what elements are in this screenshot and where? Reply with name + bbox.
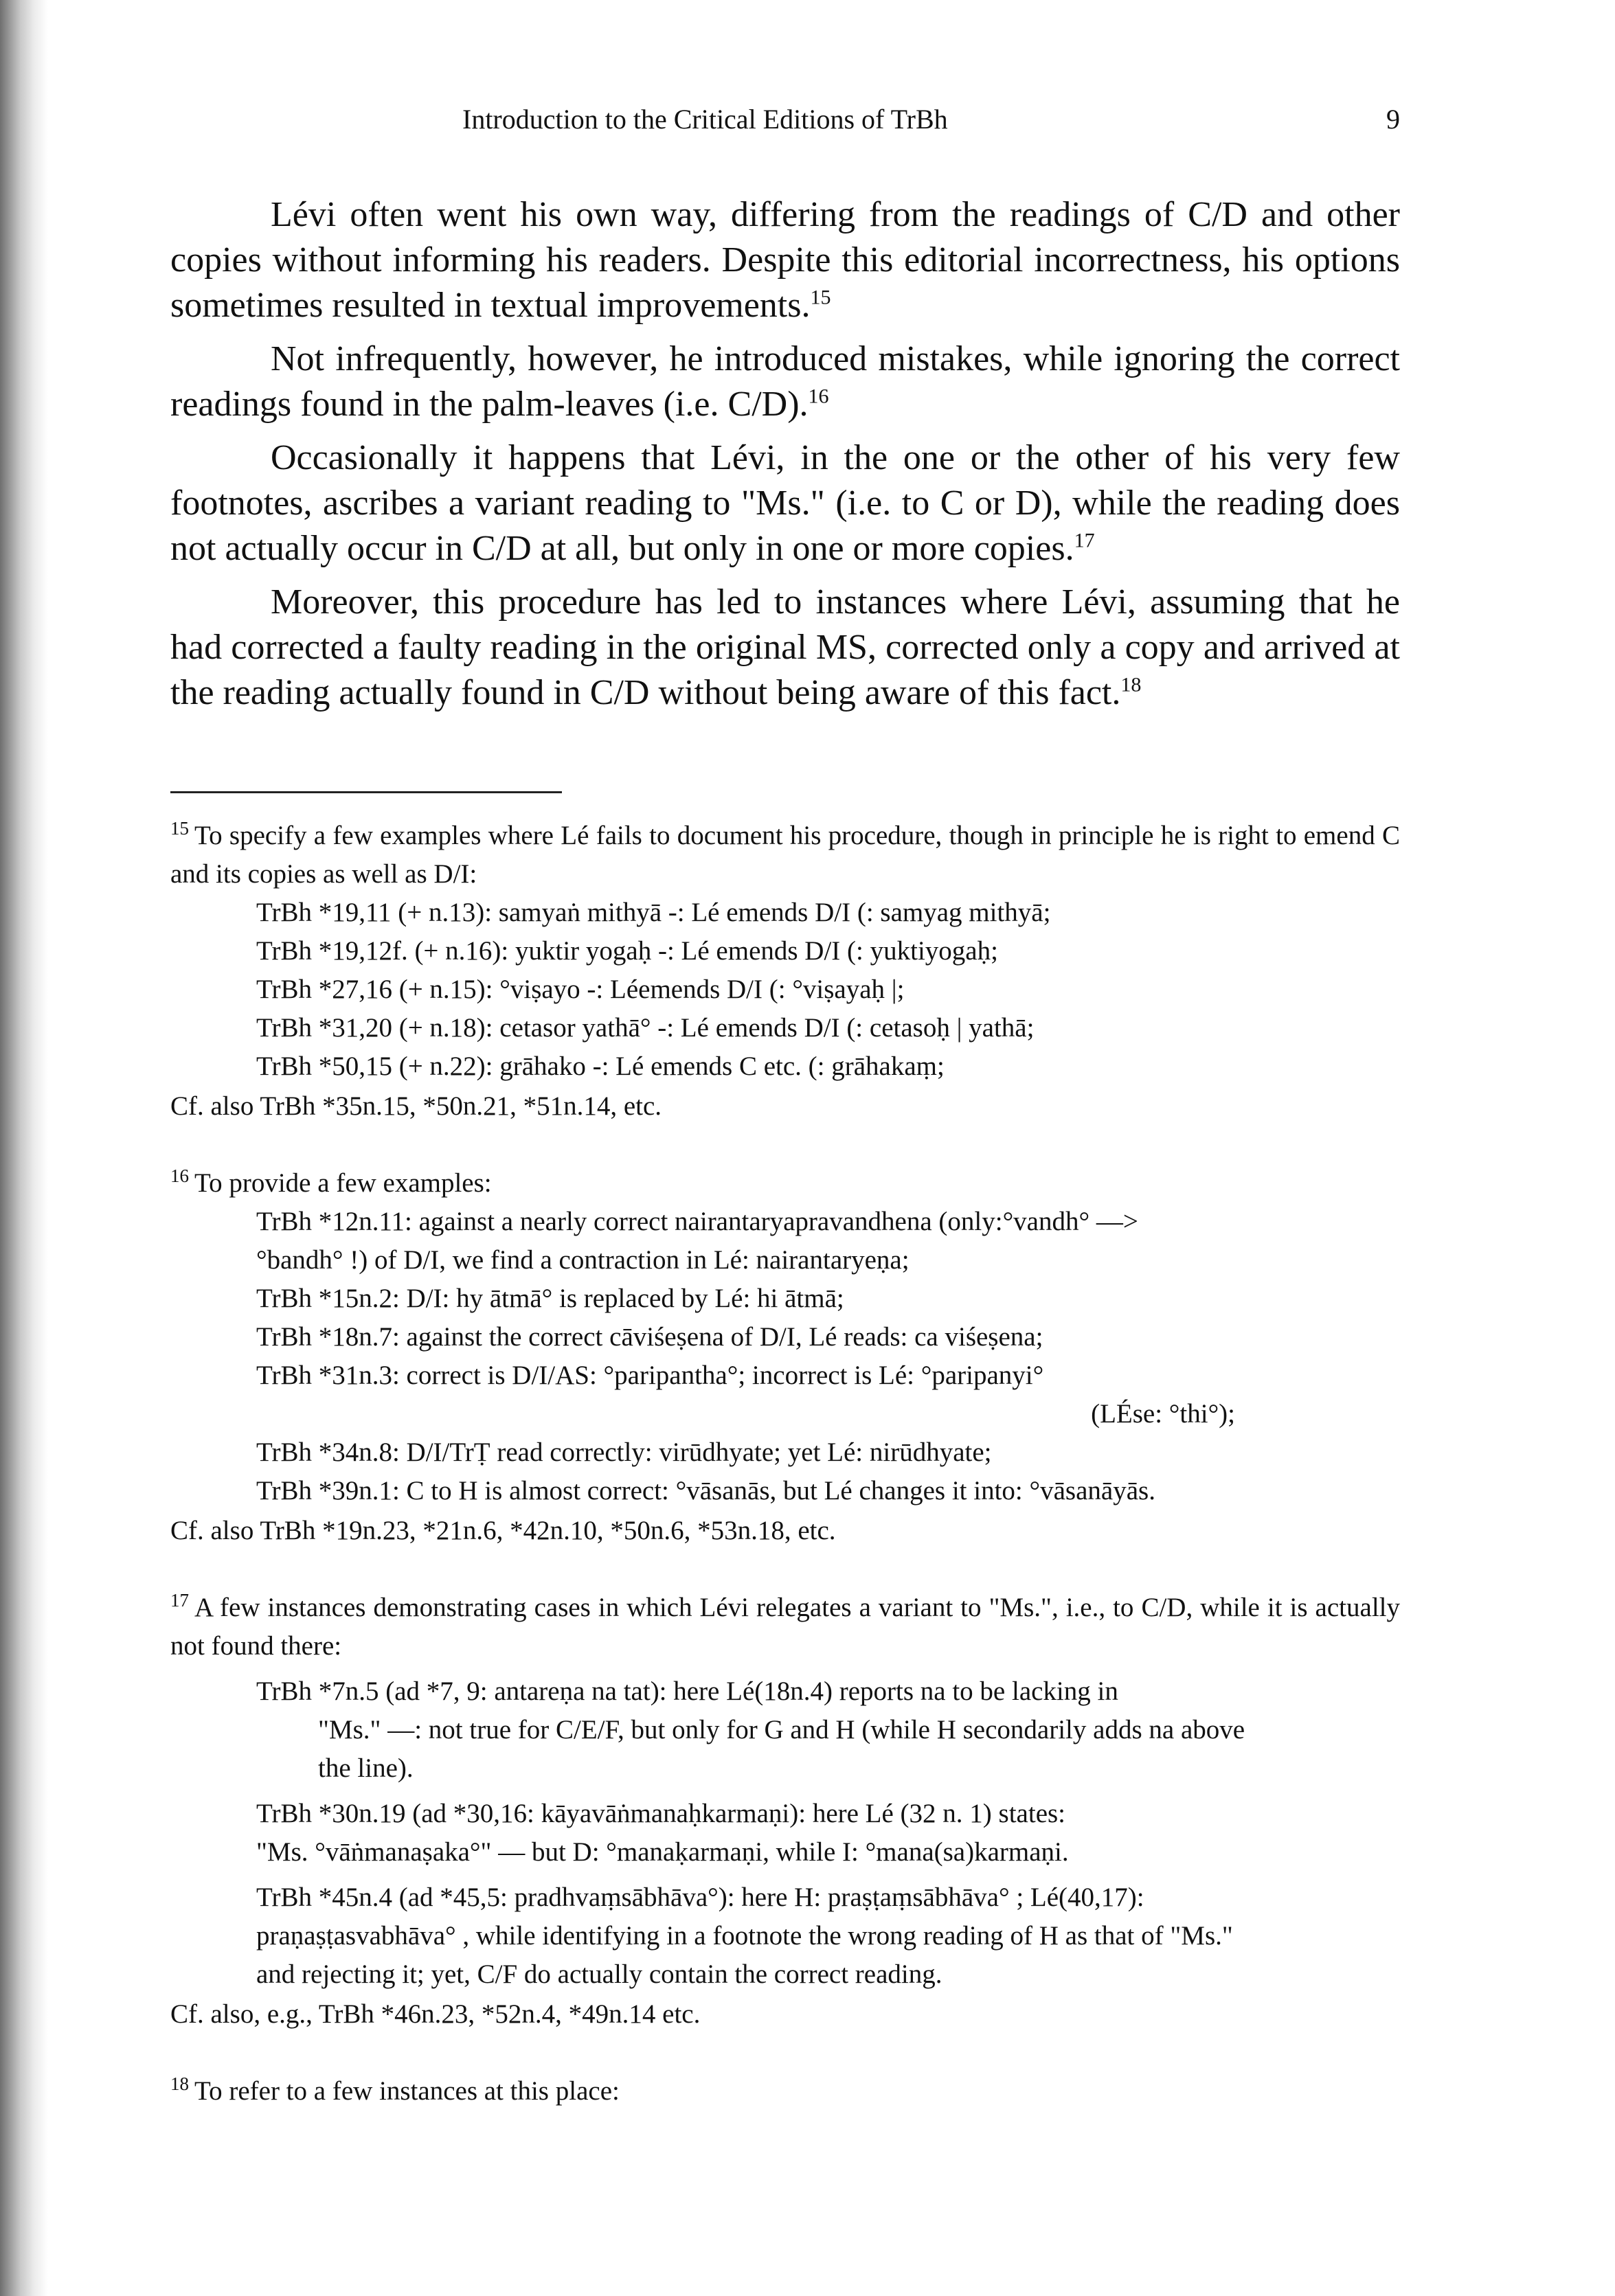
page bbox=[170, 103, 1400, 2149]
footnote-line: TrBh *31n.3: correct is D/I/AS: °paripantha°; incorrect is Lé: °paripanyi° bbox=[256, 1361, 1044, 1390]
footnote-line: TrBh *19,11 (+ n.13): samyaṅ mithyā -: Lé emends D/I (: samyag mithyā; bbox=[256, 898, 1051, 927]
footnote-16 bbox=[170, 1164, 1400, 1550]
body-text bbox=[170, 192, 1400, 716]
binding-edge bbox=[0, 0, 48, 2296]
footnote-line: TrBh *19,12f. (+ n.16): yuktir yogaḥ -: Lé emends D/I (: yuktiyogaḥ; bbox=[256, 936, 998, 966]
footnote-17 bbox=[170, 1589, 1400, 2034]
footnote-cf: Cf. also TrBh *35n.15, *50n.21, *51n.14, etc. bbox=[170, 1091, 662, 1121]
footnote-number: 16 bbox=[170, 1166, 189, 1186]
footnote-line: TrBh *34n.8: D/I/TrṬ read correctly: virūdhyate; yet Lé: nirūdhyate; bbox=[256, 1437, 992, 1467]
footnote-text: A few instances demonstrating cases in which Lévi relegates a variant to "Ms.", i.e., to C/D, while it is actually not found there: bbox=[170, 1593, 1400, 1661]
footnote-divider bbox=[170, 791, 562, 793]
footnote-text: To refer to a few instances at this place: bbox=[194, 2076, 620, 2106]
footnote-line: TrBh *45n.4 (ad *45,5: pradhvaṃsābhāva°): here H: praṣṭaṃsābhāva° ; Lé(40,17): praṇaṣṭasvabhāva° , while identifying in a footnote the wrong reading of H as that of "Ms." and rejecting it; yet, C/F do actually contain the correct reading. bbox=[256, 1883, 1233, 1989]
footnote-line: TrBh *27,16 (+ n.15): °viṣayo -: Léemends D/I (: °viṣayaḥ |; bbox=[256, 975, 905, 1004]
footnote-15 bbox=[170, 817, 1400, 1126]
footnote-ref-15: 15 bbox=[810, 286, 831, 309]
footnote-18 bbox=[170, 2072, 1400, 2111]
footnote-item bbox=[170, 1878, 1400, 1994]
footnote-intro bbox=[170, 817, 1400, 894]
footnote-ref-17: 17 bbox=[1074, 529, 1095, 552]
footnote-line: TrBh *30n.19 (ad *30,16: kāyavāṅmanaḥkarmaṇi): here Lé (32 n. 1) states: bbox=[256, 1799, 1066, 1828]
footnote-number: 18 bbox=[170, 2073, 189, 2094]
footnote-item bbox=[170, 1672, 1400, 1788]
footnote-cf: Cf. also TrBh *19n.23, *21n.6, *42n.10, *50n.6, *53n.18, etc. bbox=[170, 1516, 836, 1545]
footnote-item bbox=[170, 1795, 1400, 1872]
footnote-line: °bandh° !) of D/I, we find a contraction in Lé: nairantaryeṇa; bbox=[256, 1245, 910, 1275]
footnote-text: To provide a few examples: bbox=[194, 1168, 492, 1198]
footnote-ref-16: 16 bbox=[808, 385, 829, 408]
footnote-number: 17 bbox=[170, 1590, 189, 1611]
paragraph-text: Occasionally it happens that Lévi, in the one or the other of his very few footnotes, ascribes a variant reading to "Ms." (i.e. to C or D), while the reading does not actually occur in C/D at all, but only in one or more copies. bbox=[170, 438, 1400, 568]
footnote-line: "Ms. °vāṅmanaṣaka°" — but D: °manaḳarmaṇi, while I: °mana(sa)karmaṇi. bbox=[256, 1837, 1069, 1867]
footnote-line: TrBh *7n.5 (ad *7, 9: antareṇa na tat): here Lé(18n.4) reports na to be lacking in bbox=[256, 1676, 1118, 1706]
footnote-line: TrBh *31,20 (+ n.18): cetasor yathā° -: Lé emends D/I (: cetasoḥ | yathā; bbox=[256, 1013, 1035, 1043]
footnote-cf: Cf. also, e.g., TrBh *46n.23, *52n.4, *49n.14 etc. bbox=[170, 1999, 701, 2029]
paragraph-text: Not infrequently, however, he introduced mistakes, while ignoring the correct readings found in the palm-leaves (i.e. C/D). bbox=[170, 339, 1400, 424]
paragraph-text: Moreover, this procedure has led to instances where Lévi, assuming that he had corrected a faulty reading in the original MS, corrected only a copy and arrived at the reading actually found in C/D without being aware of this fact. bbox=[170, 582, 1400, 712]
footnote-number: 15 bbox=[170, 818, 189, 839]
footnote-line: TrBh *50,15 (+ n.22): grāhako -: Lé emends C etc. (: grāhakaṃ; bbox=[256, 1052, 945, 1081]
footnote-line: TrBh *12n.11: against a nearly correct nairantaryapravandhena (only:°vandh° —> bbox=[256, 1207, 1138, 1236]
paragraph-4 bbox=[170, 580, 1400, 716]
footnote-line: TrBh *18n.7: against the correct cāviśeṣena of D/I, Lé reads: ca viśeṣena; bbox=[256, 1322, 1043, 1352]
footnote-line: TrBh *15n.2: D/I: hy ātmā° is replaced by Lé: hi ātmā; bbox=[256, 1284, 844, 1313]
footnote-ref-18: 18 bbox=[1120, 673, 1142, 696]
footnote-line: (LÉse: °thi°); bbox=[1091, 1399, 1235, 1429]
footnote-line: TrBh *39n.1: C to H is almost correct: °vāsanās, but Lé changes it into: °vāsanāyās. bbox=[256, 1476, 1155, 1505]
paragraph-1 bbox=[170, 192, 1400, 328]
footnote-intro bbox=[170, 1589, 1400, 1666]
footnote-intro bbox=[170, 1164, 1400, 1203]
page-number: 9 bbox=[1386, 104, 1400, 135]
footnote-text: To specify a few examples where Lé fails to document his procedure, though in principle he is right to emend C and its copies as well as D/I: bbox=[170, 821, 1400, 889]
paragraph-text: Lévi often went his own way, differing from the readings of C/D and other copies without informing his readers. Despite this editorial incorrectness, his options sometimes resulted in textual improvements. bbox=[170, 195, 1400, 325]
footnote-intro bbox=[170, 2072, 1400, 2111]
paragraph-2 bbox=[170, 337, 1400, 427]
running-title: Introduction to the Critical Editions of TrBh bbox=[462, 104, 948, 135]
footnote-line: "Ms." —: not true for C/E/F, but only for G and H (while H secondarily adds na above the line). bbox=[318, 1715, 1245, 1783]
paragraph-3 bbox=[170, 435, 1400, 571]
running-head bbox=[170, 103, 1400, 151]
